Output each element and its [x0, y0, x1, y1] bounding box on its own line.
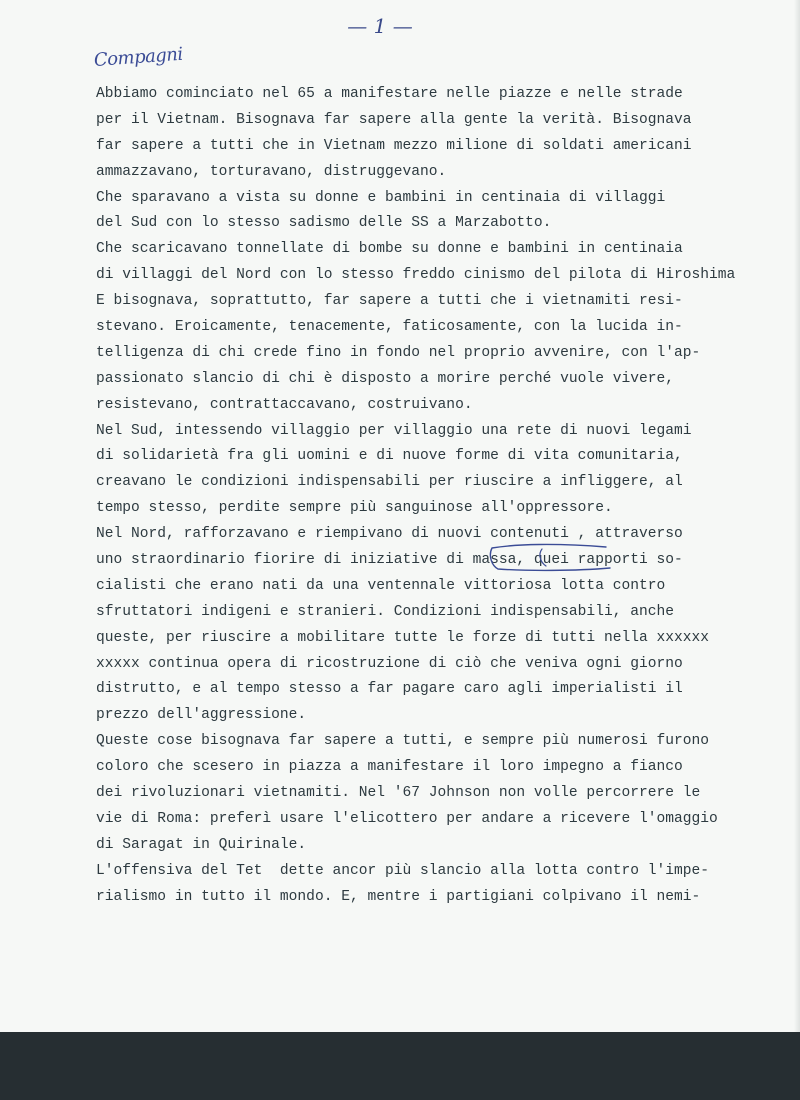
handwritten-circle-annotation: [486, 542, 614, 572]
text-line: cialisti che erano nati da una ventennale vittoriosa lotta contro: [96, 577, 666, 594]
text-line: Nel Sud, intessendo villaggio per villaggio una rete di nuovi legami: [96, 422, 692, 439]
text-line: Che scaricavano tonnellate di bombe su donne e bambini in centinaia: [96, 241, 683, 258]
text-line: stevano. Eroicamente, tenacemente, faticosamente, con la lucida in-: [96, 319, 683, 336]
text-line: Che sparavano a vista su donne e bambini in centinaia di villaggi: [96, 189, 666, 206]
text-line: di Saragat in Quirinale.: [96, 836, 307, 853]
text-line: far sapere a tutti che in Vietnam mezzo milione di soldati americani: [96, 137, 692, 154]
text-line: di solidarietà fra gli uomini e di nuove forme di vita comunitaria,: [96, 448, 683, 465]
text-line: dei rivoluzionari vietnamiti. Nel '67 Johnson non volle percorrere le: [96, 785, 701, 802]
text-line: Nel Nord, rafforzavano e riempivano di nuovi contenuti , attraverso: [96, 526, 683, 543]
text-line: del Sud con lo stesso sadismo delle SS a Marzabotto.: [96, 215, 552, 232]
text-line: E bisognava, soprattutto, far sapere a tutti che i vietnamiti resi-: [96, 293, 683, 310]
text-line: di villaggi del Nord con lo stesso freddo cinismo del pilota di Hiroshima: [96, 267, 736, 284]
text-line: creavano le condizioni indispensabili per riuscire a infliggere, al: [96, 474, 683, 491]
handwritten-heading: Compagni: [93, 43, 184, 71]
scanner-background: [0, 1032, 800, 1100]
text-line: distrutto, e al tempo stesso a far pagare caro agli imperialisti il: [96, 681, 683, 698]
text-line: resistevano, contrattaccavano, costruivano.: [96, 396, 473, 413]
text-line: prezzo dell'aggressione.: [96, 707, 307, 724]
text-line: L'offensiva del Tet dette ancor più slancio alla lotta contro l'impe-: [96, 862, 710, 879]
text-line: ammazzavano, torturavano, distruggevano.: [96, 163, 447, 180]
text-line: vie di Roma: preferì usare l'elicottero per andare a ricevere l'omaggio: [96, 810, 718, 827]
text-line: telligenza di chi crede fino in fondo nel proprio avvenire, con l'ap-: [96, 344, 701, 361]
text-line: Abbiamo cominciato nel 65 a manifestare nelle piazze e nelle strade: [96, 86, 683, 102]
typed-text-body: [96, 82, 800, 911]
text-line: per il Vietnam. Bisognava far sapere alla gente la verità. Bisognava: [96, 111, 692, 128]
text-line: rialismo in tutto il mondo. E, mentre i partigiani colpivano il nemi-: [96, 888, 701, 905]
text-line: tempo stesso, perdite sempre più sanguinose all'oppressore.: [96, 500, 613, 517]
text-line: passionato slancio di chi è disposto a morire perché vuole vivere,: [96, 370, 675, 387]
page-number: — 1 —: [347, 14, 413, 38]
text-line: uno straordinario fiorire di iniziative di massa, quei rapporti so-: [96, 552, 683, 569]
text-line: Queste cose bisognava far sapere a tutti, e sempre più numerosi furono: [96, 733, 710, 750]
text-line: xxxxx continua opera di ricostruzione di ciò che veniva ogni giorno: [96, 655, 683, 672]
text-line: queste, per riuscire a mobilitare tutte le forze di tutti nella xxxxxx: [96, 629, 710, 646]
text-line: coloro che scesero in piazza a manifestare il loro impegno a fianco: [96, 759, 683, 776]
text-line: sfruttatori indigeni e stranieri. Condizioni indispensabili, anche: [96, 603, 675, 620]
